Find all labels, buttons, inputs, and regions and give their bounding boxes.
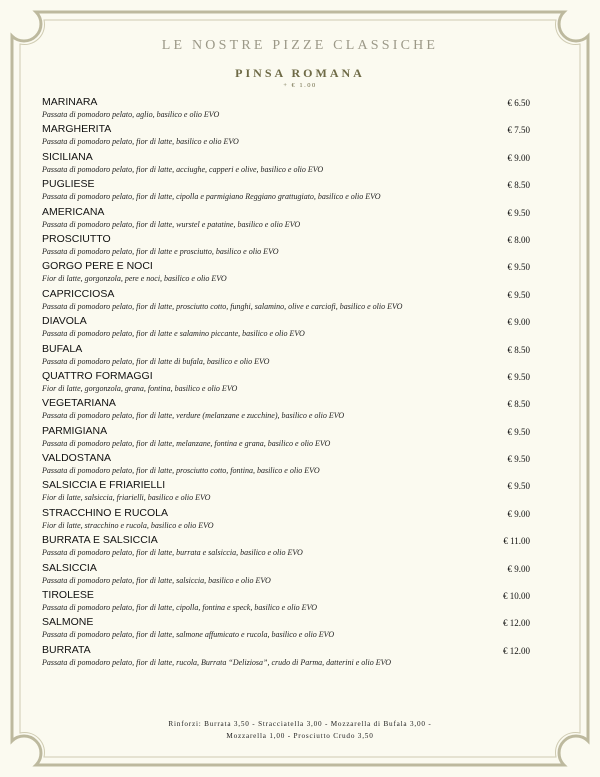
item-description: Fior di latte, gorgonzola, grana, fontina, basilico e olio EVO <box>42 383 238 393</box>
item-name: CAPRICCIOSA <box>42 287 115 300</box>
item-description: Passata di pomodoro pelato, fior di latte di bufala, basilico e olio EVO <box>42 356 270 366</box>
item-description: Passata di pomodoro pelato, fior di latte, prosciutto cotto, funghi, salamino, olive e carciofi, basilico e olio EVO <box>42 301 403 311</box>
menu-item <box>42 233 530 260</box>
item-name: MARGHERITA <box>42 123 112 136</box>
item-price: € 7.50 <box>507 125 530 136</box>
item-name: QUATTRO FORMAGGI <box>42 369 153 382</box>
menu-item <box>42 534 530 561</box>
menu-item <box>42 425 530 452</box>
menu-item <box>42 315 530 342</box>
item-price: € 9.00 <box>507 152 530 163</box>
item-price: € 8.50 <box>507 344 530 355</box>
item-name: STRACCHINO E RUCOLA <box>42 506 169 519</box>
item-description: Passata di pomodoro pelato, aglio, basilico e olio EVO <box>42 110 220 119</box>
menu-item <box>42 589 530 616</box>
menu-item <box>42 507 530 534</box>
menu-item <box>42 562 530 589</box>
footer-extras <box>120 718 480 742</box>
menu-item <box>42 96 530 123</box>
item-price: € 6.50 <box>507 98 530 108</box>
item-price: € 9.50 <box>507 289 530 300</box>
menu-item <box>42 479 530 506</box>
item-description: Fior di latte, gorgonzola, pere e noci, basilico e olio EVO <box>42 274 227 284</box>
item-description: Passata di pomodoro pelato, fior di latte e prosciutto, basilico e olio EVO <box>42 246 279 256</box>
item-description: Passata di pomodoro pelato, fior di latte, verdure (melanzane e zucchine), basilico e olio EVO <box>42 411 345 421</box>
item-description: Fior di latte, salsiccia, friarielli, basilico e olio EVO <box>42 493 211 503</box>
item-description: Passata di pomodoro pelato, fior di latte, cipolla e parmigiano Reggiano grattugiato, basilico e olio EVO <box>42 192 381 202</box>
item-name: VALDOSTANA <box>42 452 112 465</box>
item-price: € 11.00 <box>503 536 530 547</box>
item-name: BUFALA <box>42 342 83 355</box>
item-description: Passata di pomodoro pelato, fior di latte, rucola, Burrata “Deliziosa”, crudo di Parma, datterini e olio EVO <box>42 657 392 667</box>
item-name: MARINARA <box>42 96 98 108</box>
menu-item <box>42 452 530 479</box>
item-name: TIROLESE <box>42 589 94 602</box>
menu-item <box>42 151 530 178</box>
item-name: DIAVOLA <box>42 315 87 328</box>
item-description: Passata di pomodoro pelato, fior di latte e salamino piccante, basilico e olio EVO <box>42 329 305 339</box>
item-price: € 8.50 <box>507 399 530 410</box>
item-description: Passata di pomodoro pelato, fior di latte, basilico e olio EVO <box>42 137 239 147</box>
menu-item <box>42 343 530 370</box>
menu-item <box>42 397 530 424</box>
item-description: Fior di latte, stracchino e rucola, basilico e olio EVO <box>42 520 214 530</box>
menu-item <box>42 178 530 205</box>
item-price: € 10.00 <box>503 591 530 602</box>
item-price: € 8.00 <box>507 234 530 245</box>
page-title: LE NOSTRE PIZZE CLASSICHE <box>161 38 439 53</box>
item-name: SICILIANA <box>42 150 93 163</box>
item-name: GORGO PERE E NOCI <box>42 260 153 273</box>
item-price: € 9.50 <box>507 481 530 492</box>
item-price: € 9.50 <box>507 454 530 465</box>
item-description: Passata di pomodoro pelato, fior di latte, cipolla, fontina e speck, basilico e olio EVO <box>42 603 317 613</box>
menu-item <box>42 616 530 643</box>
item-name: SALSICCIA E FRIARIELLI <box>42 479 166 492</box>
footer-line-1: Rinforzi: Burrata 3,50 - Stracciatella 3,00 - Mozzarella di Bufala 3,00 - <box>168 720 432 728</box>
menu-item <box>42 370 530 397</box>
menu-item <box>42 260 530 287</box>
menu-item <box>42 288 530 315</box>
item-name: SALMONE <box>42 616 94 629</box>
menu-item <box>42 644 530 671</box>
item-name: BURRATA E SALSICCIA <box>42 534 158 547</box>
item-price: € 9.00 <box>507 563 530 574</box>
item-description: Passata di pomodoro pelato, fior di latte, burrata e salsiccia, basilico e olio EVO <box>42 548 303 558</box>
item-price: € 9.00 <box>507 317 530 328</box>
menu-item <box>42 206 530 233</box>
menu-list <box>42 96 530 671</box>
item-price: € 9.00 <box>507 508 530 519</box>
item-name: BURRATA <box>42 643 91 656</box>
item-name: PUGLIESE <box>42 178 95 191</box>
footer-line-2: Mozzarella 1,00 - Prosciutto Crudo 3,50 <box>226 732 374 740</box>
item-description: Passata di pomodoro pelato, fior di latte, wurstel e patatine, basilico e olio EVO <box>42 219 301 229</box>
item-name: SALSICCIA <box>42 561 97 574</box>
item-name: PROSCIUTTO <box>42 232 111 245</box>
item-price: € 9.50 <box>507 207 530 218</box>
item-name: VEGETARIANA <box>42 397 116 410</box>
item-name: PARMIGIANA <box>42 424 108 437</box>
item-price: € 12.00 <box>503 645 530 656</box>
item-name: AMERICANA <box>42 205 105 218</box>
supplement-note: + € 1.00 <box>283 82 317 89</box>
item-description: Passata di pomodoro pelato, fior di latte, melanzane, fontina e grana, basilico e olio EVO <box>42 438 331 448</box>
item-price: € 9.50 <box>507 262 530 273</box>
item-price: € 8.50 <box>507 180 530 191</box>
item-description: Passata di pomodoro pelato, fior di latte, salmone affumicato e rucola, basilico e olio EVO <box>42 630 335 640</box>
item-description: Passata di pomodoro pelato, fior di latte, salsiccia, basilico e olio EVO <box>42 575 271 585</box>
item-price: € 9.50 <box>507 426 530 437</box>
item-price: € 9.50 <box>507 371 530 382</box>
menu-item <box>42 123 530 150</box>
item-price: € 12.00 <box>503 618 530 629</box>
item-description: Passata di pomodoro pelato, fior di latte, acciughe, capperi e olive, basilico e olio EVO <box>42 164 324 174</box>
section-subtitle: PINSA ROMANA <box>235 66 365 80</box>
item-description: Passata di pomodoro pelato, fior di latte, prosciutto cotto, fontina, basilico e olio EVO <box>42 466 320 476</box>
